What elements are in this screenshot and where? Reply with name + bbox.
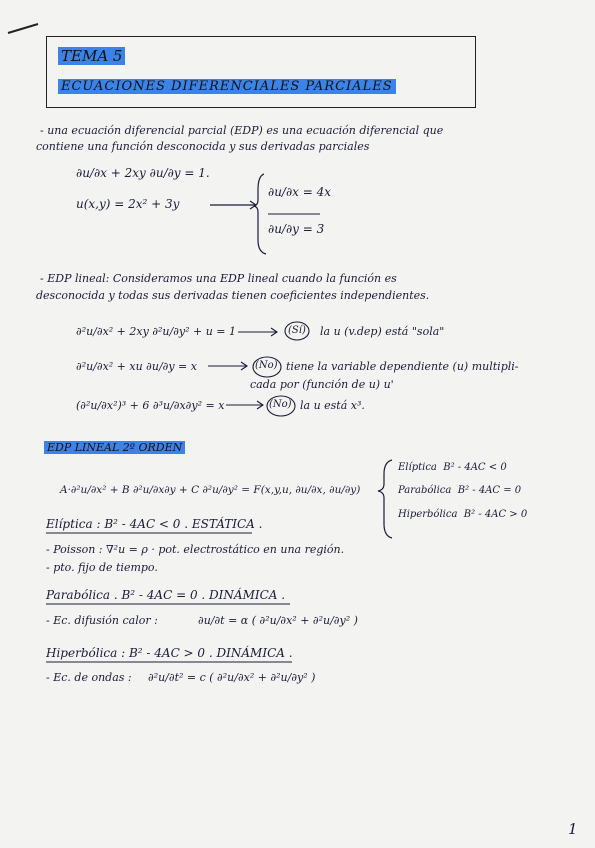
- example-3-note: la u está x³.: [300, 399, 365, 412]
- system-eq-1: ∂u/∂x = 4x: [268, 185, 332, 199]
- system-eq-2: ∂u/∂y = 3: [268, 222, 325, 236]
- page-title-text: TEMA 5: [58, 47, 125, 65]
- elliptic-item-2: - pto. fijo de tiempo.: [46, 561, 158, 574]
- general-equation: A·∂²u/∂x² + B ∂²u/∂x∂y + C ∂²u/∂y² = F(x,y,u, ∂u/∂x, ∂u/∂y): [60, 484, 361, 496]
- parabolic-equation: ∂u/∂t = α ( ∂²u/∂x² + ∂²u/∂y² ): [198, 614, 358, 627]
- page-subtitle: [58, 79, 396, 94]
- second-order-heading-text: EDP LINEAL 2º ORDEN: [44, 441, 185, 454]
- case-condition: B² - 4AC < 0: [443, 462, 507, 473]
- parabolic-item-1: - Ec. difusión calor :: [46, 614, 158, 627]
- example-1-note: la u (v.dep) está "sola": [320, 325, 445, 338]
- lineal-example-3: (∂²u/∂x²)³ + 6 ∂³u/∂x∂y² = x: [76, 399, 225, 412]
- lineal-line-2: desconocida y todas sus derivadas tienen coeficientes independientes.: [36, 289, 430, 302]
- example-3-answer: (No): [269, 399, 292, 410]
- lineal-example-2: ∂²u/∂x² + xu ∂u/∂y = x: [76, 360, 197, 373]
- page-number: 1: [568, 820, 578, 838]
- case-hyperbolic: [398, 509, 527, 520]
- intro-equation-2: u(x,y) = 2x² + 3y: [76, 197, 180, 211]
- intro-line-2: contiene una función desconocida y sus derivadas parciales: [36, 140, 370, 153]
- left-brace: [254, 174, 266, 254]
- page-title: [58, 47, 125, 65]
- page-subtitle-text: ECUACIONES DIFERENCIALES PARCIALES: [58, 79, 396, 94]
- example-2-answer: (No): [255, 360, 278, 371]
- lineal-example-1: ∂²u/∂x² + 2xy ∂²u/∂y² + u = 1: [76, 325, 237, 338]
- case-condition: B² - 4AC > 0: [463, 509, 528, 520]
- parabolic-title: Parabólica . B² - 4AC = 0 . DINÁMICA .: [46, 588, 286, 602]
- cases-brace: [378, 460, 392, 538]
- hyperbolic-item-1: - Ec. de ondas :: [46, 671, 132, 684]
- case-name: Hiperbólica: [398, 509, 458, 520]
- case-condition: B² - 4AC = 0: [457, 485, 522, 496]
- lineal-line-1: - EDP lineal: Consideramos una EDP lineal cuando la función es: [40, 272, 397, 285]
- case-name: Parabólica: [398, 485, 452, 496]
- intro-line-1: - una ecuación diferencial parcial (EDP) es una ecuación diferencial que: [40, 124, 444, 137]
- intro-equation-1: ∂u/∂x + 2xy ∂u/∂y = 1.: [76, 166, 210, 180]
- hyperbolic-title: Hiperbólica : B² - 4AC > 0 . DINÁMICA .: [46, 646, 293, 660]
- hyperbolic-equation: ∂²u/∂t² = c ( ∂²u/∂x² + ∂²u/∂y² ): [148, 671, 316, 684]
- second-order-heading: [44, 441, 185, 454]
- example-2-note-1: tiene la variable dependiente (u) multipli-: [286, 360, 519, 373]
- case-elliptic: [398, 462, 507, 473]
- pen-mark: [8, 24, 38, 33]
- example-2-note-2: cada por (función de u) u': [250, 378, 394, 391]
- case-name: Elíptica: [398, 462, 437, 473]
- case-parabolic: [398, 485, 521, 496]
- elliptic-title: Elíptica : B² - 4AC < 0 . ESTÁTICA .: [46, 517, 263, 531]
- example-1-answer: (Sí): [288, 325, 306, 336]
- elliptic-item-1: - Poisson : ∇²u = ρ · pot. electrostático en una región.: [46, 543, 345, 556]
